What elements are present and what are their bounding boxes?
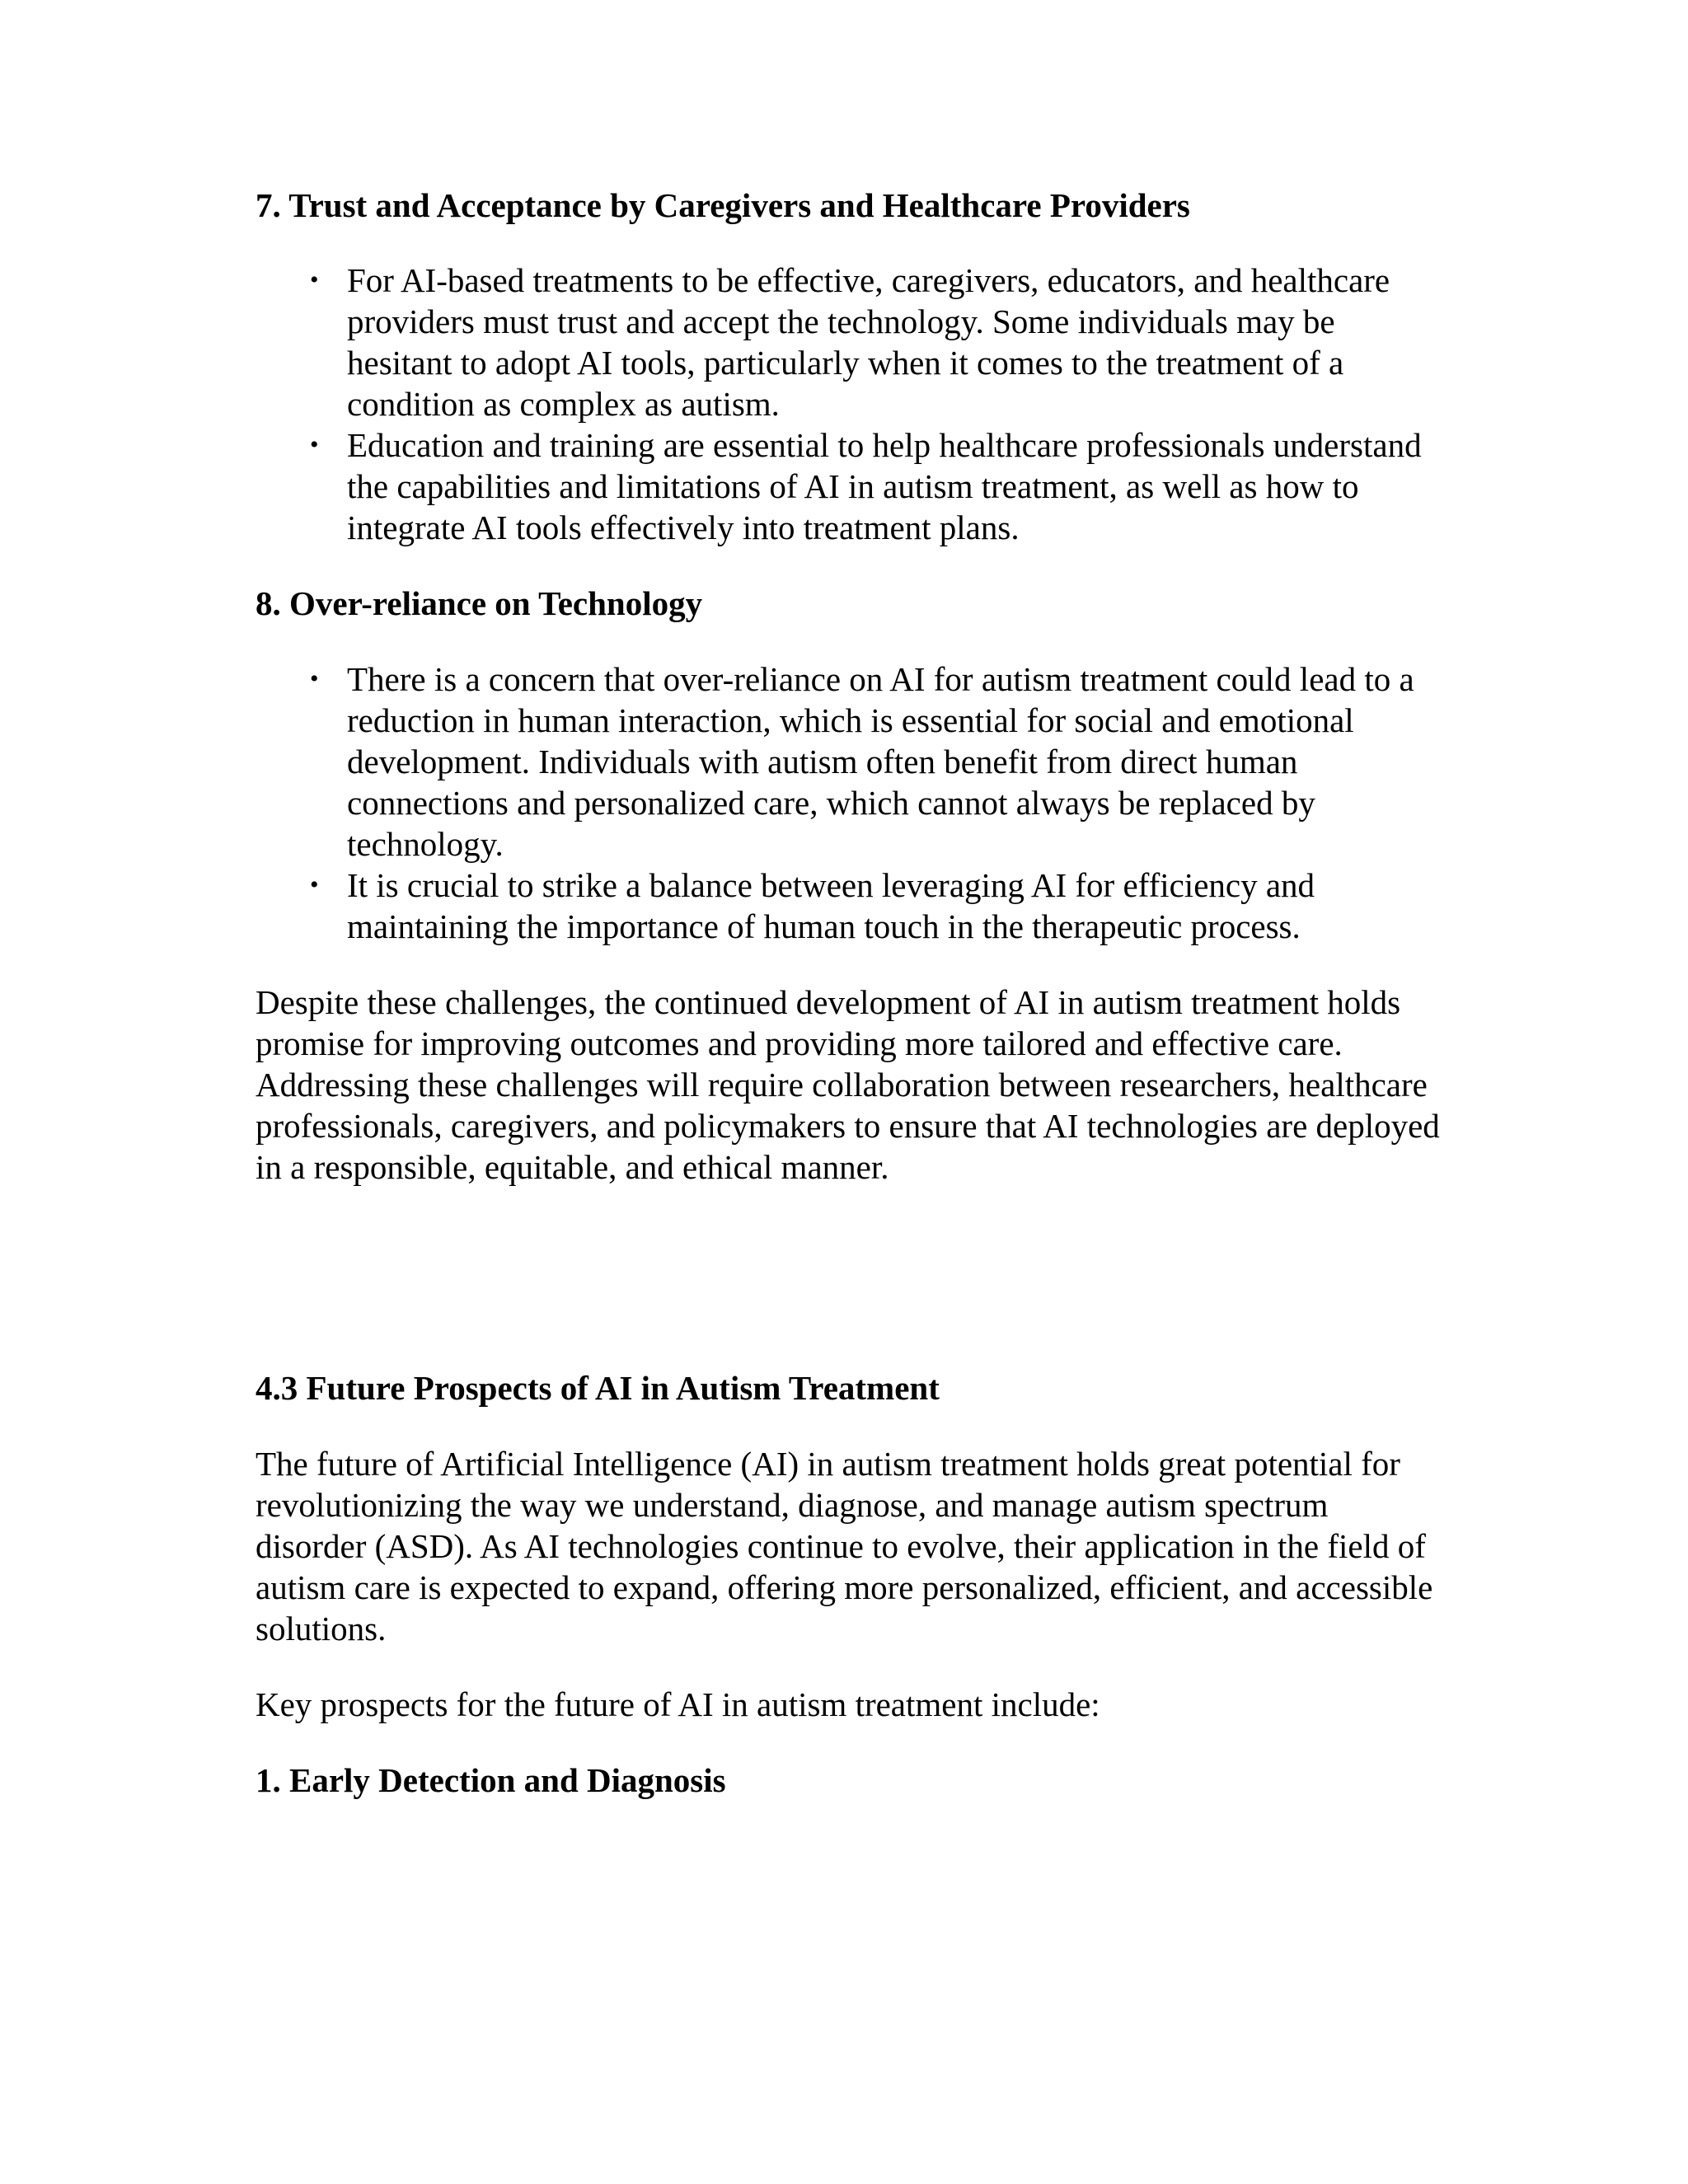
list-item [256,658,1442,865]
list-item [256,260,1442,424]
bullet-icon: • [310,266,319,293]
bullet-text: Education and training are essential to help healthcare professionals understand the capabilities and limitations of AI in autism treatment, as well as how to integrate AI tools effectively into treatment plans. [347,426,1422,546]
bullet-text: For AI-based treatments to be effective, caregivers, educators, and healthcare providers must trust and accept the technology. Some individuals may be hesitant to adopt AI tools, particularly when it comes to the treatment of a condition as complex as autism. [347,261,1390,423]
list-item [256,424,1442,548]
bullet-text: It is crucial to strike a balance between leveraging AI for efficiency and maintaining the importance of human touch in the therapeutic process. [347,866,1315,945]
section-heading-over-reliance: 8. Over-reliance on Technology [256,584,703,622]
section-heading-trust: 7. Trust and Acceptance by Caregivers and Healthcare Providers [256,186,1190,224]
list-item [256,865,1442,947]
conclusion-paragraph: Despite these challenges, the continued development of AI in autism treatment holds promise for improving outcomes and providing more tailored and effective care. Addressing these challenges will require collaboration between researchers, healthcare professionals, caregivers, and policymakers to ensure that AI technologies are deployed in a responsible, equitable, and ethical manner. [256,983,1440,1186]
section-heading-early-detection: 1. Early Detection and Diagnosis [256,1761,726,1799]
bullet-text: There is a concern that over-reliance on AI for autism treatment could lead to a reduction in human interaction, which is essential for social and emotional development. Individuals with autism often benefit from direct human connections and personalized care, which cannot always be replaced by technology. [347,660,1414,863]
bullet-icon: • [310,871,319,898]
bullet-list-trust [256,260,1442,548]
section-heading-future-prospects: 4.3 Future Prospects of AI in Autism Treatment [256,1369,940,1407]
bullet-list-over-reliance [256,658,1442,947]
document-page [256,165,1442,1801]
key-prospects-paragraph: Key prospects for the future of AI in autism treatment include: [256,1685,1100,1723]
bullet-icon: • [310,665,319,692]
bullet-icon: • [310,431,319,458]
future-intro-paragraph: The future of Artificial Intelligence (AI) in autism treatment holds great potential for revolutionizing the way we understand, diagnose, and manage autism spectrum disorder (ASD). As AI technologies continue to evolve, their application in the field of autism care is expected to expand, offering more personalized, efficient, and accessible solutions. [256,1445,1433,1647]
